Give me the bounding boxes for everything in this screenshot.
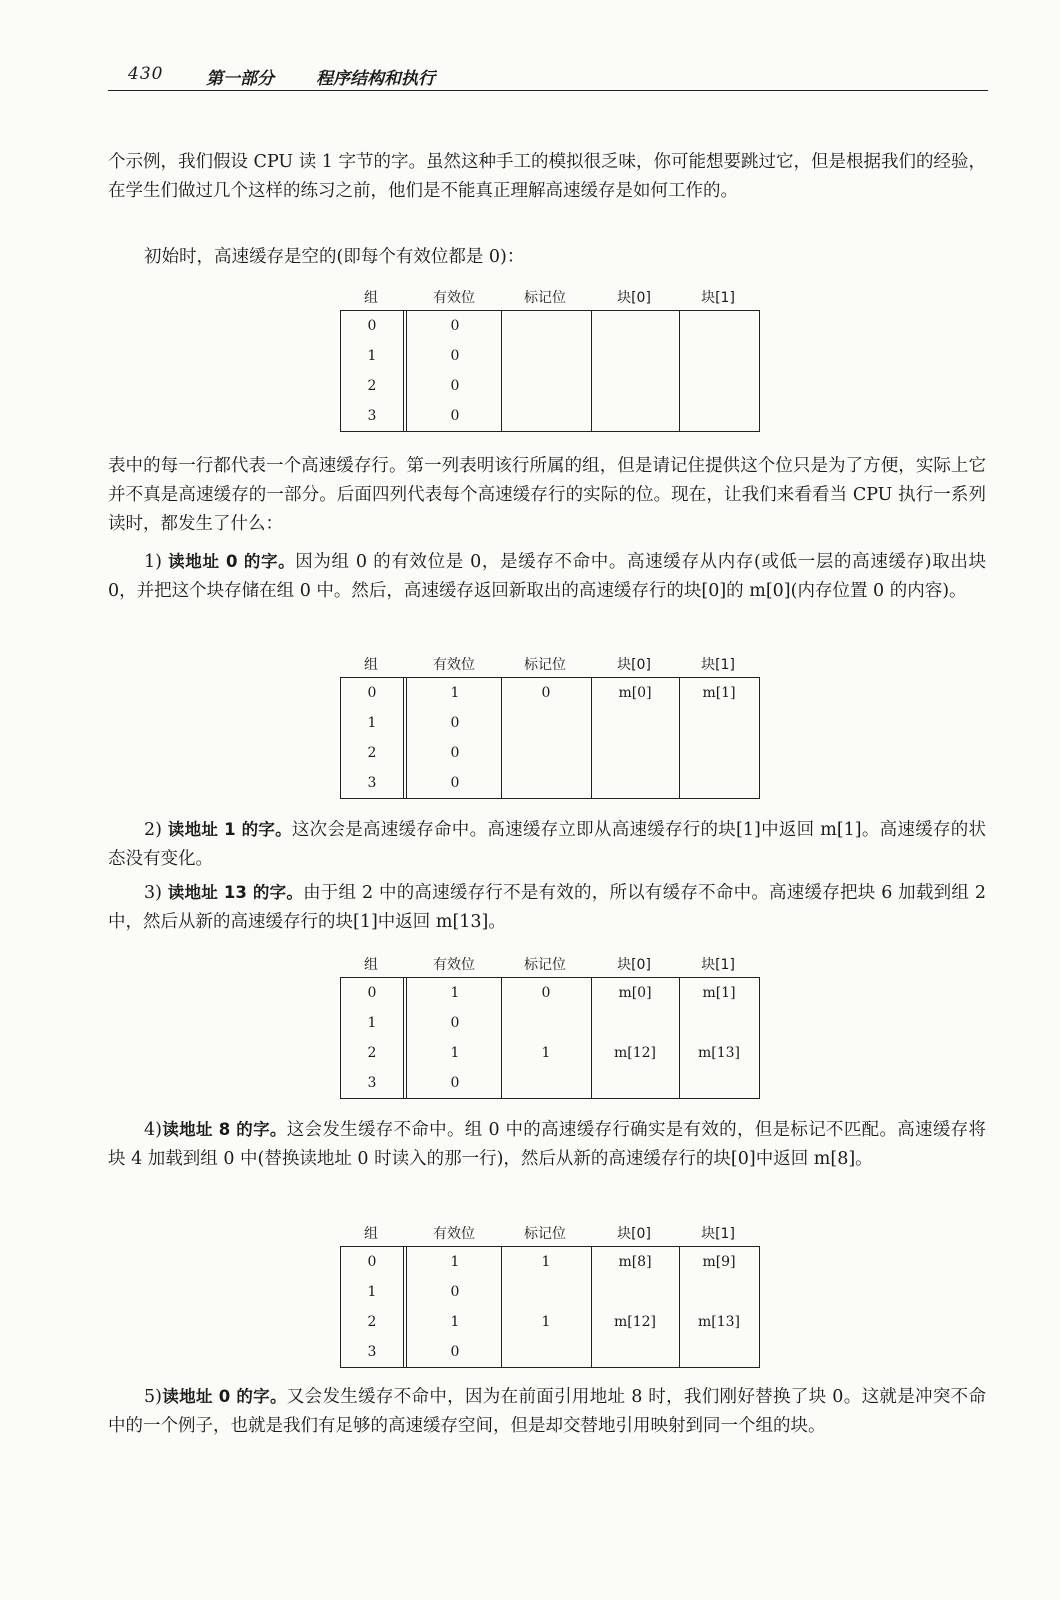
table-row <box>341 311 759 341</box>
cell-block1: m[1] <box>702 985 736 1001</box>
cell-set: 0 <box>367 1254 377 1270</box>
table-row <box>341 1008 759 1038</box>
cell-set: 3 <box>367 1344 377 1360</box>
table-row <box>341 341 759 371</box>
cell-tag: 0 <box>541 685 551 701</box>
table-row <box>341 1247 759 1277</box>
header-tag: 标记位 <box>524 290 566 306</box>
paragraph-initial-state: 初始时，高速缓存是空的(即每个有效位都是 0)： <box>144 247 525 267</box>
cell-tag: 0 <box>541 985 551 1001</box>
cell-block1: m[13] <box>697 1045 740 1061</box>
header-block0: 块[0] <box>617 290 651 306</box>
step-2-paragraph <box>108 815 986 874</box>
step-2-heading: 读地址 1 的字。 <box>167 820 292 839</box>
step-1-heading: 读地址 0 的字。 <box>168 552 296 571</box>
header-set: 组 <box>364 957 378 973</box>
step-2-text: 这次会是高速缓存命中。高速缓存立即从高速缓存行的块[1]中返回 m[1]。高速缓存的状态没有变化。 <box>108 820 986 869</box>
step-5-heading: 读地址 0 的字。 <box>161 1387 287 1406</box>
cell-block0: m[12] <box>613 1045 656 1061</box>
table-header-row <box>340 651 760 677</box>
cache-table-4 <box>340 1220 760 1368</box>
cell-valid: 0 <box>450 1015 460 1031</box>
cell-valid: 1 <box>450 1045 460 1061</box>
cell-valid: 1 <box>450 1254 460 1270</box>
cell-block1: m[1] <box>702 685 736 701</box>
table-row <box>341 1277 759 1307</box>
step-1-text: 因为组 0 的有效位是 0，是缓存不命中。高速缓存从内存(或低一层的高速缓存)取出块 0，并把这个块存储在组 0 中。然后，高速缓存返回新取出的高速缓存行的块[0]的 m[0](内存位置 0 的内容)。 <box>108 552 986 601</box>
header-set: 组 <box>364 290 378 306</box>
step-1-paragraph <box>108 547 986 606</box>
table-header-row <box>340 284 760 310</box>
cell-set: 3 <box>367 1075 377 1091</box>
header-block1: 块[1] <box>701 290 735 306</box>
cell-set: 0 <box>367 318 377 334</box>
cache-table-2 <box>340 651 760 799</box>
cell-valid: 0 <box>450 715 460 731</box>
table-body <box>340 977 760 1099</box>
cell-tag: 1 <box>541 1254 551 1270</box>
header-tag: 标记位 <box>524 957 566 973</box>
cell-set: 0 <box>367 985 377 1001</box>
header-tag: 标记位 <box>524 657 566 673</box>
step-5-number: 5) <box>144 1387 162 1407</box>
cell-block0: m[0] <box>618 985 652 1001</box>
cell-valid: 1 <box>450 1314 460 1330</box>
cell-block1: m[9] <box>702 1254 736 1270</box>
table-row <box>341 768 759 798</box>
header-block0: 块[0] <box>617 1226 651 1242</box>
cell-set: 2 <box>367 378 377 394</box>
header-block1: 块[1] <box>701 957 735 973</box>
table-row <box>341 1307 759 1337</box>
cell-valid: 0 <box>450 775 460 791</box>
cell-set: 3 <box>367 408 377 424</box>
paragraph-explanation: 表中的每一行都代表一个高速缓存行。第一列表明该行所属的组，但是请记住提供这个位只是为了方便，实际上它并不真是高速缓存的一部分。后面四列代表每个高速缓存行的实际的位。现在，让我们来看看当 CPU 执行一系列读时，都发生了什么： <box>108 456 986 534</box>
step-3-paragraph <box>108 878 986 937</box>
paragraph-intro: 个示例，我们假设 CPU 读 1 字节的字。虽然这种手工的模拟很乏味，你可能想要跳过它，但是根据我们的经验，在学生们做过几个这样的练习之前，他们是不能真正理解高速缓存是如何工作的。 <box>108 152 986 201</box>
cell-set: 1 <box>367 1284 377 1300</box>
table-row <box>341 1068 759 1098</box>
table-row <box>341 978 759 1008</box>
table-header-row <box>340 951 760 977</box>
table-row <box>341 678 759 708</box>
cell-tag: 1 <box>541 1045 551 1061</box>
cell-valid: 1 <box>450 985 460 1001</box>
cache-table-1 <box>340 284 760 432</box>
cell-valid: 0 <box>450 318 460 334</box>
header-block0: 块[0] <box>617 957 651 973</box>
page-number: 430 <box>128 64 164 84</box>
header-set: 组 <box>364 657 378 673</box>
step-3-text: 由于组 2 中的高速缓存行不是有效的，所以有缓存不命中。高速缓存把块 6 加载到组 2 中，然后从新的高速缓存行的块[1]中返回 m[13]。 <box>108 883 986 932</box>
cell-tag: 1 <box>541 1314 551 1330</box>
header-valid: 有效位 <box>433 657 475 673</box>
header-valid: 有效位 <box>433 957 475 973</box>
cell-set: 1 <box>367 715 377 731</box>
step-1-number: 1) <box>144 552 169 572</box>
step-4-heading: 读地址 8 的字。 <box>161 1120 287 1139</box>
cell-set: 2 <box>367 1045 377 1061</box>
step-4-paragraph <box>108 1115 986 1174</box>
cell-set: 2 <box>367 745 377 761</box>
table-body <box>340 1246 760 1368</box>
cell-valid: 0 <box>450 1075 460 1091</box>
cell-valid: 0 <box>450 745 460 761</box>
cell-valid: 0 <box>450 1344 460 1360</box>
header-tag: 标记位 <box>524 1226 566 1242</box>
cell-set: 3 <box>367 775 377 791</box>
cell-valid: 0 <box>450 408 460 424</box>
table-row <box>341 371 759 401</box>
table-header-row <box>340 1220 760 1246</box>
cell-valid: 0 <box>450 1284 460 1300</box>
table-row <box>341 401 759 431</box>
cell-set: 1 <box>367 348 377 364</box>
step-5-paragraph <box>108 1382 986 1441</box>
header-block1: 块[1] <box>701 1226 735 1242</box>
header-set: 组 <box>364 1226 378 1242</box>
step-5-text: 又会发生缓存不命中，因为在前面引用地址 8 时，我们刚好替换了块 0。这就是冲突不命中的一个例子，也就是我们有足够的高速缓存空间，但是却交替地引用映射到同一个组的块。 <box>108 1387 986 1436</box>
chapter-title: 程序结构和执行 <box>316 69 435 89</box>
table-row <box>341 738 759 768</box>
cell-valid: 0 <box>450 348 460 364</box>
cell-set: 2 <box>367 1314 377 1330</box>
running-header <box>108 58 988 91</box>
cell-set: 0 <box>367 685 377 701</box>
table-row <box>341 1038 759 1068</box>
cell-valid: 0 <box>450 378 460 394</box>
header-block0: 块[0] <box>617 657 651 673</box>
cache-table-3 <box>340 951 760 1099</box>
step-4-number: 4) <box>144 1120 162 1140</box>
table-row <box>341 708 759 738</box>
header-valid: 有效位 <box>433 290 475 306</box>
part-title: 第一部分 <box>206 69 274 89</box>
table-row <box>341 1337 759 1367</box>
cell-block1: m[13] <box>697 1314 740 1330</box>
table-body <box>340 310 760 432</box>
cell-block0: m[0] <box>618 685 652 701</box>
step-4-text: 这会发生缓存不命中。组 0 中的高速缓存行确实是有效的，但是标记不匹配。高速缓存将块 4 加载到组 0 中(替换读地址 0 时读入的那一行)，然后从新的高速缓存行的块[0]中返回 m[8]。 <box>108 1120 986 1169</box>
header-block1: 块[1] <box>701 657 735 673</box>
cell-block0: m[8] <box>618 1254 652 1270</box>
step-3-heading: 读地址 13 的字。 <box>167 883 304 902</box>
header-valid: 有效位 <box>433 1226 475 1242</box>
cell-set: 1 <box>367 1015 377 1031</box>
cell-block0: m[12] <box>613 1314 656 1330</box>
step-3-number: 3) <box>144 883 168 903</box>
table-body <box>340 677 760 799</box>
step-2-number: 2) <box>144 820 168 840</box>
cell-valid: 1 <box>450 685 460 701</box>
